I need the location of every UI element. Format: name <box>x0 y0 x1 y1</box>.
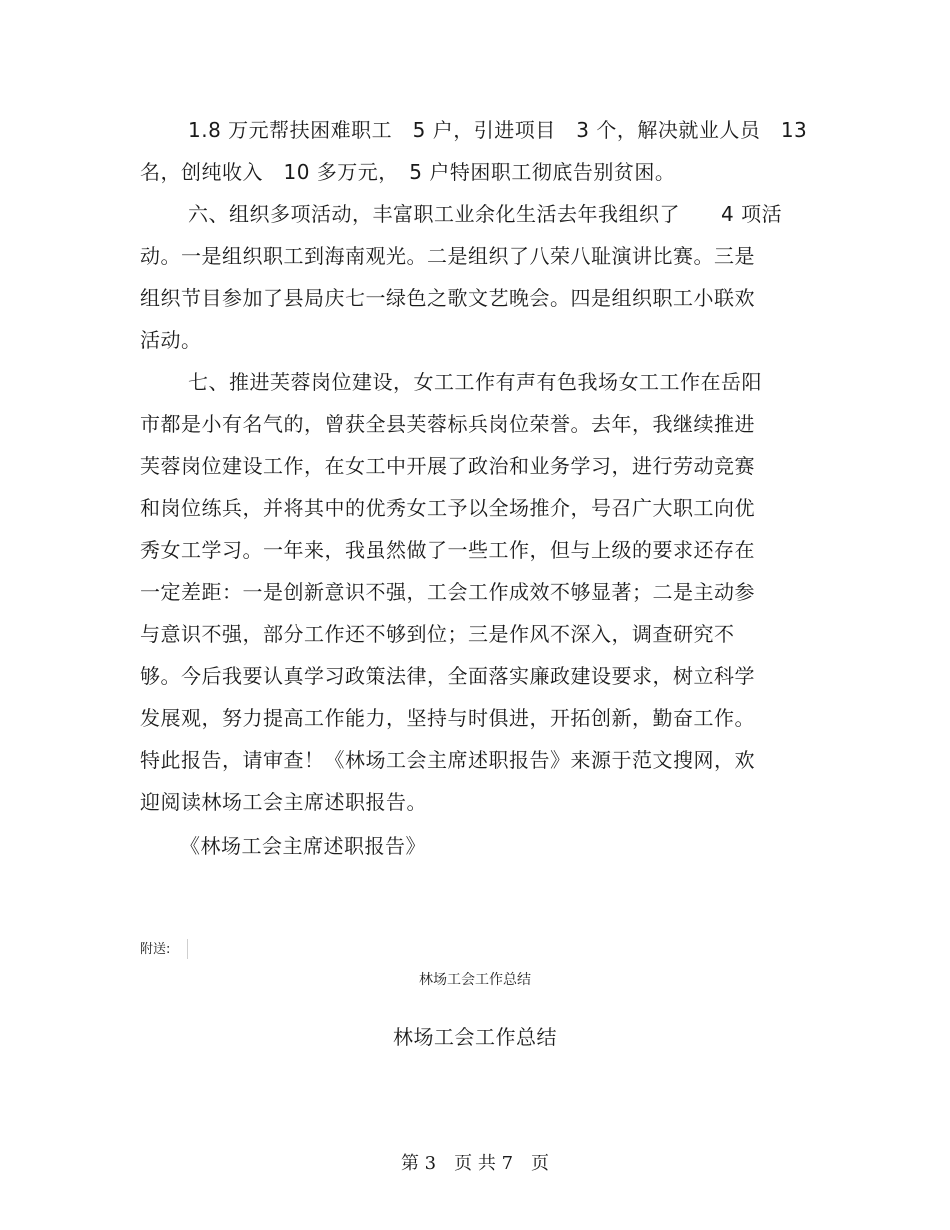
paragraph-line: 发展观，努力提高工作能力，坚持与时俱进，开拓创新，勤奋工作。 <box>140 706 755 730</box>
paragraph-line: 特此报告，请审查！《林场工会主席述职报告》来源于范文搜网，欢 <box>140 748 755 772</box>
paragraph-line: 与意识不强，部分工作还不够到位；三是作风不深入，调查研究不 <box>140 622 735 646</box>
attachment-divider <box>187 939 188 959</box>
paragraph-line: 七、推进芙蓉岗位建设，女工工作有声有色我场女工工作在岳阳 <box>188 370 762 394</box>
paragraph-line: 动。一是组织职工到海南观光。二是组织了八荣八耻演讲比赛。三是 <box>140 244 755 268</box>
paragraph-line: 组织节目参加了县局庆七一绿色之歌文艺晚会。四是组织职工小联欢 <box>140 286 755 310</box>
paragraph-line: 市都是小有名气的，曾获全县芙蓉标兵岗位荣誉。去年，我继续推进 <box>140 412 755 436</box>
paragraph-line: 秀女工学习。一年来，我虽然做了一些工作，但与上级的要求还存在 <box>140 538 755 562</box>
attachment-label: 附送: <box>140 942 171 957</box>
paragraph-line: 迎阅读林场工会主席述职报告。 <box>140 790 427 814</box>
appendix-title: 林场工会工作总结 <box>393 1025 557 1049</box>
paragraph-line: 六、组织多项活动，丰富职工业余化生活去年我组织了 4 项活 <box>188 202 783 226</box>
appendix-small-title: 林场工会工作总结 <box>419 972 531 988</box>
report-title-reference: 《林场工会主席述职报告》 <box>180 834 426 858</box>
paragraph-line: 够。今后我要认真学习政策法律，全面落实廉政建设要求，树立科学 <box>140 664 755 688</box>
paragraph-line: 活动。 <box>140 328 202 352</box>
paragraph-line: 芙蓉岗位建设工作，在女工中开展了政治和业务学习，进行劳动竞赛 <box>140 454 755 478</box>
paragraph-line: 一定差距：一是创新意识不强，工会工作成效不够显著；二是主动参 <box>140 580 755 604</box>
paragraph-line: 名，创纯收入 10 多万元， 5 户特困职工彻底告别贫困。 <box>140 160 676 184</box>
paragraph-line: 和岗位练兵，并将其中的优秀女工予以全场推介，号召广大职工向优 <box>140 496 755 520</box>
paragraph-line: 1.8 万元帮扶困难职工 5 户，引进项目 3 个，解决就业人员 13 <box>188 118 808 142</box>
page-number-footer: 第 3 页 共 7 页 <box>400 1153 550 1174</box>
